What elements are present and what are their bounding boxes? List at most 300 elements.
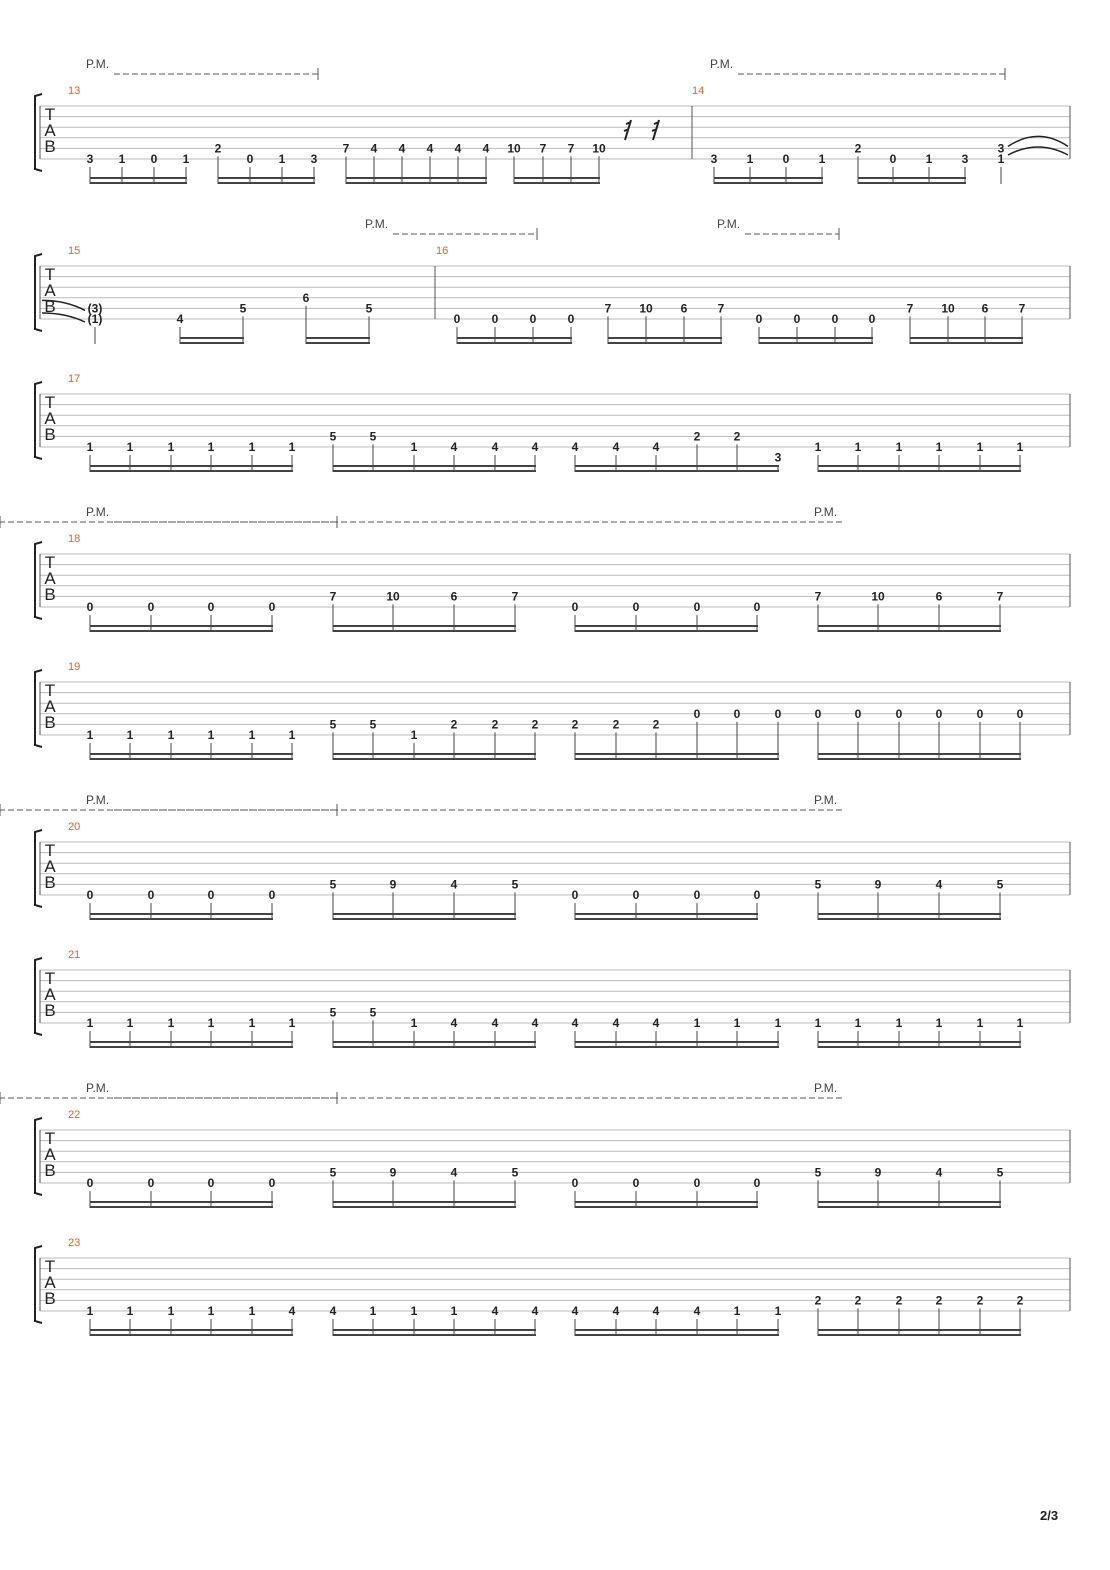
tab-clef-b: B: [44, 585, 56, 604]
measure-number: 17: [68, 373, 81, 385]
tab-clef-t: T: [44, 393, 56, 412]
beam: [858, 182, 966, 184]
fret-number: 2: [733, 429, 741, 444]
fret-number: 0: [207, 1176, 215, 1190]
beam: [575, 1046, 779, 1048]
fret-number: 1: [997, 152, 1005, 166]
fret-number: 0: [86, 888, 94, 902]
beam: [818, 1201, 1001, 1203]
fret-number: 9: [389, 877, 397, 892]
fret-number: 0: [755, 312, 763, 326]
fret-number: 1: [126, 1304, 134, 1318]
beam: [90, 1329, 293, 1331]
fret-number: 1: [976, 440, 984, 454]
tab-clef-b: B: [44, 1161, 56, 1180]
fret-number: 3: [86, 152, 94, 166]
tab-clef-a: A: [44, 569, 56, 588]
fret-number: 1: [86, 1016, 94, 1030]
beam: [333, 913, 516, 915]
fret-number: (1): [87, 312, 103, 326]
beam: [90, 1046, 293, 1048]
beam: [575, 913, 758, 915]
fret-number: 4: [612, 1016, 620, 1030]
beam: [180, 342, 244, 344]
fret-number: 1: [814, 440, 822, 454]
beam: [333, 1206, 516, 1208]
beam: [90, 182, 187, 184]
fret-number: 1: [976, 1016, 984, 1030]
beam: [514, 177, 600, 179]
palm-mute-label: P.M.: [86, 793, 110, 807]
fret-number: 5: [369, 429, 377, 444]
beam: [818, 918, 1001, 920]
fret-number: 1: [774, 1304, 782, 1318]
fret-number: 1: [86, 728, 94, 742]
fret-number: 10: [941, 301, 955, 316]
fret-number: 0: [782, 152, 790, 166]
beam: [333, 1334, 536, 1336]
fret-number: 1: [410, 728, 418, 742]
beam: [910, 342, 1023, 344]
beam: [818, 1334, 1021, 1336]
fret-number: 4: [176, 312, 184, 326]
beam: [608, 342, 722, 344]
palm-mute-label: P.M.: [365, 217, 389, 231]
fret-number: 7: [996, 589, 1004, 604]
fret-number: 4: [450, 440, 458, 454]
tab-clef-t: T: [44, 1129, 56, 1148]
fret-number: 0: [571, 888, 579, 902]
beam: [90, 1041, 293, 1043]
fret-number: 7: [604, 301, 612, 316]
fret-number: 0: [814, 706, 822, 721]
fret-number: 7: [329, 589, 337, 604]
fret-number: 1: [774, 1016, 782, 1030]
fret-number: 0: [86, 1176, 94, 1190]
fret-number: 0: [868, 312, 876, 326]
beam: [575, 625, 758, 627]
palm-mute-label: P.M.: [710, 57, 734, 71]
palm-mute-label: P.M.: [814, 505, 838, 519]
fret-number: 4: [426, 141, 434, 156]
fret-number: 1: [733, 1304, 741, 1318]
beam: [608, 337, 722, 339]
fret-number: 0: [147, 1176, 155, 1190]
beam: [575, 918, 758, 920]
fret-number: 1: [818, 152, 826, 166]
fret-number: 1: [86, 1304, 94, 1318]
fret-number: 0: [147, 600, 155, 614]
fret-number: 9: [874, 877, 882, 892]
fret-number: 4: [652, 1304, 660, 1318]
fret-number: 5: [329, 1165, 337, 1180]
fret-number: 5: [369, 717, 377, 732]
fret-number: 2: [1016, 1293, 1024, 1308]
fret-number: 1: [288, 440, 296, 454]
fret-number: 10: [639, 301, 653, 316]
fret-number: 4: [450, 1165, 458, 1180]
measure-number: 20: [68, 821, 81, 833]
fret-number: 0: [491, 312, 499, 326]
fret-number: 0: [793, 312, 801, 326]
fret-number: 4: [329, 1304, 337, 1318]
fret-number: 1: [450, 1304, 458, 1318]
fret-number: 10: [871, 589, 885, 604]
fret-number: 0: [571, 600, 579, 614]
tab-clef-t: T: [44, 841, 56, 860]
fret-number: 4: [652, 1016, 660, 1030]
fret-number: 5: [511, 877, 519, 892]
fret-number: 4: [531, 1016, 539, 1030]
tab-system-23: [35, 1237, 1070, 1336]
tab-clef-t: T: [44, 969, 56, 988]
fret-number: 0: [889, 152, 897, 166]
fret-number: 0: [147, 888, 155, 902]
beam: [333, 1046, 536, 1048]
fret-number: 2: [814, 1293, 822, 1308]
fret-number: 0: [86, 600, 94, 614]
fret-number: 0: [632, 888, 640, 902]
fret-number: 0: [693, 706, 701, 721]
tab-system-15-16: [35, 217, 1070, 344]
fret-number: 0: [150, 152, 158, 166]
palm-mute-label: P.M.: [86, 1081, 110, 1095]
tab-clef-a: A: [44, 121, 56, 140]
beam: [333, 625, 516, 627]
fret-number: 7: [511, 589, 519, 604]
fret-number: 10: [507, 141, 521, 156]
beam: [818, 1206, 1001, 1208]
beam: [759, 337, 873, 339]
measure-number: 18: [68, 533, 81, 545]
fret-number: 1: [167, 728, 175, 742]
page-number: 2/3: [1040, 1508, 1059, 1523]
fret-number: 4: [491, 1016, 499, 1030]
palm-mute-label: P.M.: [814, 793, 838, 807]
beam: [333, 630, 516, 632]
fret-number: 0: [693, 600, 701, 614]
fret-number: 2: [895, 1293, 903, 1308]
fret-number: 0: [895, 706, 903, 721]
fret-number: 0: [268, 1176, 276, 1190]
palm-mute-label: P.M.: [86, 57, 110, 71]
beam: [346, 177, 487, 179]
fret-number: 7: [539, 141, 547, 156]
fret-number: 4: [612, 1304, 620, 1318]
beam: [514, 182, 600, 184]
fret-number: 4: [935, 877, 943, 892]
sixteenth-rest-icon: [652, 120, 659, 140]
fret-number: 0: [753, 888, 761, 902]
fret-number: 1: [935, 1016, 943, 1030]
beam: [457, 337, 572, 339]
fret-number: 9: [389, 1165, 397, 1180]
tab-clef-a: A: [44, 697, 56, 716]
beam: [333, 1041, 536, 1043]
measure-number: 23: [68, 1237, 81, 1249]
measure-number: 14: [692, 85, 705, 97]
measure-number: 13: [68, 85, 81, 97]
fret-number: 1: [182, 152, 190, 166]
fret-number: 4: [450, 877, 458, 892]
beam: [910, 337, 1023, 339]
fret-number: 2: [854, 1293, 862, 1308]
fret-number: 4: [531, 1304, 539, 1318]
tab-clef-b: B: [44, 425, 56, 444]
fret-number: 7: [906, 301, 914, 316]
fret-number: 1: [207, 1304, 215, 1318]
beam: [818, 465, 1021, 467]
beam: [818, 625, 1001, 627]
fret-number: 5: [365, 301, 373, 316]
fret-number: 1: [746, 152, 754, 166]
fret-number: 4: [288, 1304, 296, 1318]
fret-number: 4: [571, 440, 579, 454]
fret-number: 7: [567, 141, 575, 156]
beam: [858, 177, 966, 179]
fret-number: 0: [453, 312, 461, 326]
fret-number: 4: [370, 141, 378, 156]
beam: [575, 1206, 758, 1208]
tab-clef-b: B: [44, 297, 56, 316]
fret-number: 1: [733, 1016, 741, 1030]
beam: [457, 342, 572, 344]
beam: [90, 465, 293, 467]
tab-system-18: [0, 505, 1070, 632]
fret-number: 1: [118, 152, 126, 166]
palm-mute-label: P.M.: [814, 1081, 838, 1095]
fret-number: 9: [874, 1165, 882, 1180]
fret-number: 6: [450, 589, 458, 604]
fret-number: 2: [652, 717, 660, 732]
fret-number: 5: [814, 1165, 822, 1180]
fret-number: 1: [410, 1304, 418, 1318]
beam: [714, 182, 823, 184]
fret-number: 5: [814, 877, 822, 892]
tab-clef-t: T: [44, 1257, 56, 1276]
fret-number: 4: [612, 440, 620, 454]
palm-mute-label: P.M.: [86, 505, 110, 519]
beam: [714, 177, 823, 179]
fret-number: 4: [531, 440, 539, 454]
fret-number: 0: [632, 600, 640, 614]
fret-number: 5: [329, 877, 337, 892]
tab-clef-b: B: [44, 713, 56, 732]
fret-number: 4: [482, 141, 490, 156]
beam: [90, 758, 293, 760]
fret-number: 2: [491, 717, 499, 732]
beam: [90, 1206, 273, 1208]
fret-number: 1: [207, 728, 215, 742]
tab-system-13-14: [35, 57, 1070, 184]
fret-number: 0: [207, 600, 215, 614]
beam: [575, 470, 779, 472]
beam: [333, 1329, 536, 1331]
fret-number: 0: [693, 888, 701, 902]
fret-number: 5: [329, 717, 337, 732]
fret-number: 1: [126, 728, 134, 742]
fret-number: 1: [126, 440, 134, 454]
beam: [818, 913, 1001, 915]
fret-number: 1: [814, 1016, 822, 1030]
fret-number: 2: [854, 141, 862, 156]
fret-number: 1: [126, 1016, 134, 1030]
beam: [818, 1329, 1021, 1331]
measure-number: 22: [68, 1109, 81, 1121]
beam: [90, 1201, 273, 1203]
beam: [759, 342, 873, 344]
beam: [333, 470, 536, 472]
beam: [90, 753, 293, 755]
fret-number: 4: [491, 1304, 499, 1318]
tab-clef-t: T: [44, 105, 56, 124]
fret-number: 1: [410, 440, 418, 454]
beam: [218, 177, 315, 179]
fret-number: 1: [207, 1016, 215, 1030]
fret-number: 0: [246, 152, 254, 166]
fret-number: 1: [854, 1016, 862, 1030]
tab-clef-b: B: [44, 873, 56, 892]
fret-number: 3: [310, 152, 318, 166]
fret-number: 1: [278, 152, 286, 166]
fret-number: 1: [167, 1304, 175, 1318]
tab-clef-t: T: [44, 553, 56, 572]
fret-number: 2: [935, 1293, 943, 1308]
beam: [575, 630, 758, 632]
beam: [818, 758, 1021, 760]
tab-clef-a: A: [44, 1145, 56, 1164]
tab-clef-a: A: [44, 985, 56, 1004]
fret-number: 3: [710, 152, 718, 166]
fret-number: 6: [302, 290, 310, 305]
fret-number: 7: [717, 301, 725, 316]
fret-number: 1: [248, 440, 256, 454]
beam: [818, 470, 1021, 472]
tab-clef-a: A: [44, 857, 56, 876]
fret-number: 1: [288, 728, 296, 742]
fret-number: 1: [248, 1016, 256, 1030]
beam: [575, 1201, 758, 1203]
beam: [575, 758, 779, 760]
fret-number: 1: [248, 728, 256, 742]
fret-number: 0: [268, 600, 276, 614]
fret-number: 3: [774, 450, 782, 465]
beam: [306, 342, 370, 344]
fret-number: 6: [680, 301, 688, 316]
beam: [575, 465, 779, 467]
fret-number: 0: [567, 312, 575, 326]
fret-number: 5: [996, 1165, 1004, 1180]
fret-number: 1: [1016, 1016, 1024, 1030]
fret-number: 0: [976, 706, 984, 721]
fret-number: 10: [592, 141, 606, 156]
beam: [333, 918, 516, 920]
beam: [90, 913, 273, 915]
fret-number: 1: [693, 1016, 701, 1030]
beam: [90, 177, 187, 179]
beam: [90, 625, 273, 627]
tab-clef-a: A: [44, 1273, 56, 1292]
tab-system-22: [0, 1081, 1070, 1208]
fret-number: 0: [529, 312, 537, 326]
tab-clef-a: A: [44, 409, 56, 428]
beam: [90, 630, 273, 632]
fret-number: 6: [935, 589, 943, 604]
fret-number: 4: [935, 1165, 943, 1180]
fret-number: 5: [329, 429, 337, 444]
fret-number: 5: [239, 301, 247, 316]
fret-number: 0: [268, 888, 276, 902]
fret-number: 1: [207, 440, 215, 454]
fret-number: 5: [329, 1005, 337, 1020]
beam: [818, 630, 1001, 632]
fret-number: 2: [214, 141, 222, 156]
fret-number: 7: [814, 589, 822, 604]
fret-number: 1: [895, 440, 903, 454]
fret-number: 0: [571, 1176, 579, 1190]
fret-number: 0: [753, 1176, 761, 1190]
tab-clef-b: B: [44, 1289, 56, 1308]
measure-number: 15: [68, 245, 81, 257]
beam: [818, 1041, 1021, 1043]
tab-clef-t: T: [44, 681, 56, 700]
fret-number: 0: [1016, 706, 1024, 721]
fret-number: 6: [981, 301, 989, 316]
fret-number: 0: [632, 1176, 640, 1190]
fret-number: 1: [895, 1016, 903, 1030]
fret-number: 4: [454, 141, 462, 156]
tab-system-21: [35, 949, 1070, 1048]
fret-number: 5: [996, 877, 1004, 892]
tab-system-20: [0, 793, 1070, 920]
beam: [333, 465, 536, 467]
measure-number: 21: [68, 949, 81, 961]
palm-mute-label: P.M.: [717, 217, 741, 231]
measure-number: 19: [68, 661, 81, 673]
fret-number: 5: [369, 1005, 377, 1020]
fret-number: 0: [854, 706, 862, 721]
fret-number: 2: [571, 717, 579, 732]
fret-number: 7: [1018, 301, 1026, 316]
beam: [90, 918, 273, 920]
fret-number: 1: [288, 1016, 296, 1030]
fret-number: 3: [997, 141, 1005, 156]
fret-number: 1: [167, 440, 175, 454]
beam: [575, 1334, 779, 1336]
fret-number: 3: [961, 152, 969, 166]
fret-number: 4: [398, 141, 406, 156]
beam: [333, 1201, 516, 1203]
beam: [818, 1046, 1021, 1048]
measure-number: 16: [436, 245, 449, 257]
fret-number: 2: [612, 717, 620, 732]
beam: [90, 1334, 293, 1336]
beam: [333, 753, 536, 755]
fret-number: 0: [935, 706, 943, 721]
fret-number: 2: [531, 717, 539, 732]
beam: [818, 753, 1021, 755]
tab-clef-a: A: [44, 281, 56, 300]
sixteenth-rest-icon: [624, 120, 631, 140]
tab-system-19: [35, 661, 1070, 760]
fret-number: 1: [248, 1304, 256, 1318]
tab-system-17: [35, 373, 1070, 472]
fret-number: 2: [693, 429, 701, 444]
fret-number: 0: [207, 888, 215, 902]
tab-clef-b: B: [44, 137, 56, 156]
fret-number: 5: [511, 1165, 519, 1180]
fret-number: 1: [410, 1016, 418, 1030]
